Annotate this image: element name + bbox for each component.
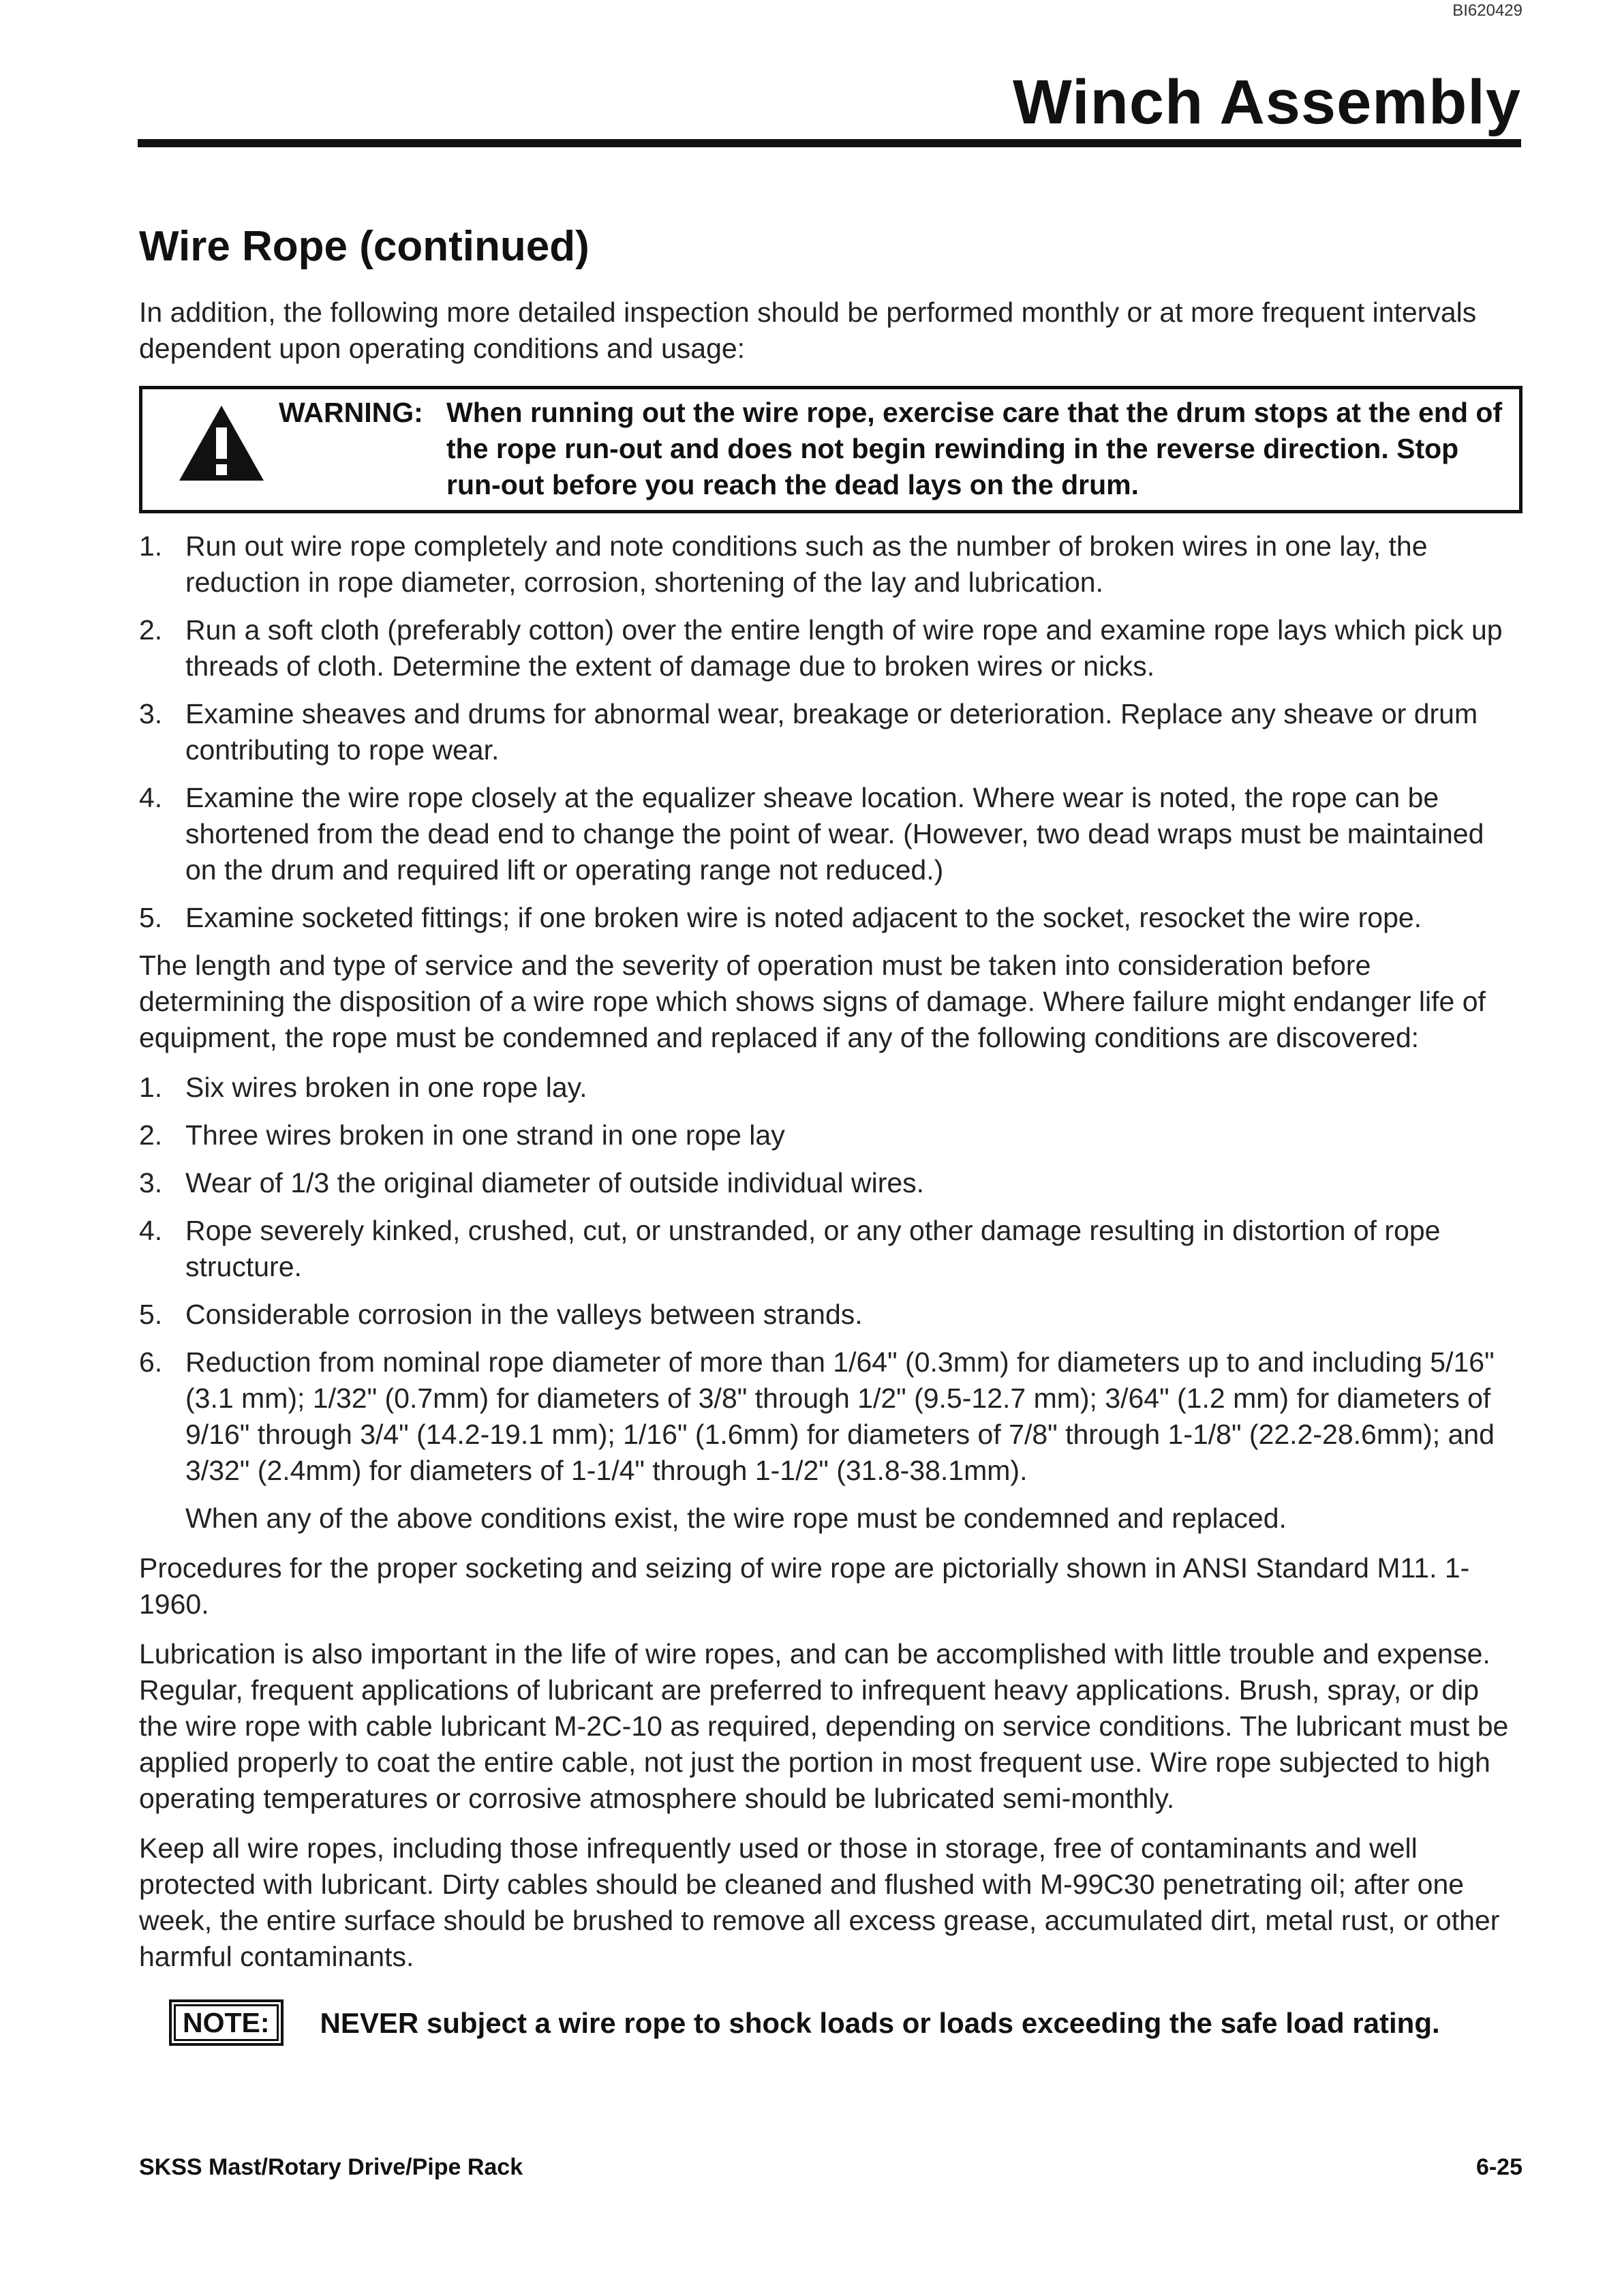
section-heading: Wire Rope (continued) bbox=[139, 223, 590, 270]
list-item-number: 2. bbox=[139, 1119, 163, 1151]
list-item-text: Examine the wire rope closely at the equalizer sheave location. Where wear is noted, the rope can be shortened from the dead end to change the point of wear. (However, two dead wraps must be maintained on the drum and required lift or operating range not reduced.) bbox=[185, 782, 1484, 886]
footer-page-number: 6-25 bbox=[1475, 2154, 1522, 2180]
note-label: NOTE: bbox=[174, 2004, 279, 2041]
list-item-number: 3. bbox=[139, 698, 163, 729]
list-item bbox=[139, 780, 1522, 888]
list-item-number: 2. bbox=[139, 614, 163, 646]
lubrication-paragraph: Lubrication is also important in the life of wire ropes, and can be accomplished with little trouble and expense. Regular, frequent applications of lubricant are preferred to infrequent heavy applications. Brush, spray, or dip the wire rope with cable lubricant M-2C-10 as required, depending on service conditions. The lubricant must be applied properly to coat the entire cable, not just the portion in most frequent use. Wire rope subjected to high operating temperatures or corrosive atmosphere should be lubricated semi-monthly. bbox=[139, 1638, 1509, 1814]
conditions-list bbox=[139, 1070, 1522, 1489]
list-item-number: 5. bbox=[139, 1299, 163, 1330]
list-item-text: Run a soft cloth (preferably cotton) over the entire length of wire rope and examine rope lays which pick up threads of cloth. Determine the extent of damage due to broken wires or nicks. bbox=[185, 614, 1503, 682]
list-item bbox=[139, 1213, 1522, 1285]
list-item-number: 5. bbox=[139, 902, 163, 933]
list-item-text: Rope severely kinked, crushed, cut, or unstranded, or any other damage resulting in distortion of rope structure. bbox=[185, 1215, 1441, 1282]
list-item bbox=[139, 696, 1522, 768]
list-item-number: 1. bbox=[139, 530, 163, 562]
footer-title: SKSS Mast/Rotary Drive/Pipe Rack bbox=[139, 2154, 523, 2180]
list-item bbox=[139, 1344, 1522, 1489]
list-item bbox=[139, 612, 1522, 684]
warning-label: WARNING: bbox=[279, 397, 423, 428]
note-badge bbox=[169, 1999, 284, 2046]
list-item-text: Three wires broken in one strand in one rope lay bbox=[185, 1119, 785, 1151]
title-rule bbox=[138, 139, 1521, 147]
note-text: NEVER subject a wire rope to shock loads or loads exceeding the safe load rating. bbox=[320, 2006, 1440, 2039]
list-item bbox=[139, 1117, 1522, 1153]
list-item-text: Reduction from nominal rope diameter of more than 1/64" (0.3mm) for diameters up to and including 5/16" (3.1 mm); 1/32" (0.7mm) for diameters of 3/8" through 1/2" (9.5-12.7 mm); 3/64" (1.2 mm) for diameters of 9/16" through 3/4" (14.2-19.1 mm); 1/16" (1.6mm) for diameters of 7/8" through 1-1/8" (22.2-28.6mm); and 3/32" (2.4mm) for diameters of 1-1/4" through 1-1/2" (31.8-38.1mm). bbox=[185, 1346, 1495, 1486]
list-item-number: 3. bbox=[139, 1167, 163, 1198]
document-id: BI620429 bbox=[1452, 1, 1522, 20]
list-item-text: Six wires broken in one rope lay. bbox=[185, 1072, 587, 1103]
list-item-number: 4. bbox=[139, 1215, 163, 1246]
list-item-number: 1. bbox=[139, 1072, 163, 1103]
intro-paragraph: In addition, the following more detailed inspection should be performed monthly or at more frequent intervals dependent upon operating conditions and usage: bbox=[139, 297, 1477, 364]
list-item-text: Examine sheaves and drums for abnormal wear, breakage or deterioration. Replace any sheave or drum contributing to rope wear. bbox=[185, 698, 1478, 766]
note-row bbox=[139, 1999, 1522, 2046]
list-item-text: Considerable corrosion in the valleys between strands. bbox=[185, 1299, 863, 1330]
page-title: Winch Assembly bbox=[1013, 67, 1521, 137]
list-item bbox=[139, 528, 1522, 601]
list-item-text: Run out wire rope completely and note conditions such as the number of broken wires in one lay, the reduction in rope diameter, corrosion, shortening of the lay and lubrication. bbox=[185, 530, 1428, 598]
list-item-text: Examine socketed fittings; if one broken wire is noted adjacent to the socket, resocket the wire rope. bbox=[185, 902, 1422, 933]
list-item-number: 4. bbox=[139, 782, 163, 813]
conditions-followup: When any of the above conditions exist, the wire rope must be condemned and replaced. bbox=[185, 1502, 1287, 1534]
list-item-text: Wear of 1/3 the original diameter of outside individual wires. bbox=[185, 1167, 925, 1198]
list-item bbox=[139, 1070, 1522, 1106]
warning-text: When running out the wire rope, exercise care that the drum stops at the end of the rope run-out and does not begin rewinding in the reverse direction. Stop run-out before you reach the dead lays on the drum. bbox=[446, 397, 1503, 500]
warning-box bbox=[139, 386, 1522, 513]
page-content bbox=[139, 220, 1522, 2046]
list-item bbox=[139, 1165, 1522, 1201]
warning-triangle-icon bbox=[142, 395, 272, 492]
inspection-steps-list bbox=[139, 528, 1522, 936]
procedures-paragraph: Procedures for the proper socketing and seizing of wire rope are pictorially shown in ANSI Standard M11. 1-1960. bbox=[139, 1552, 1470, 1620]
storage-paragraph: Keep all wire ropes, including those infrequently used or those in storage, free of contaminants and well protected with lubricant. Dirty cables should be cleaned and flushed with M-99C30 penetrating oil; after one week, the entire surface should be brushed to remove all excess grease, accumulated dirt, metal rust, or other harmful contaminants. bbox=[139, 1832, 1500, 1972]
list-item bbox=[139, 900, 1522, 936]
list-item-number: 6. bbox=[139, 1346, 163, 1378]
list-item bbox=[139, 1297, 1522, 1333]
condemn-intro-paragraph: The length and type of service and the severity of operation must be taken into consideration before determining the disposition of a wire rope which shows signs of damage. Where failure might endanger life of equipment, the rope must be condemned and replaced if any of the following conditions are discovered: bbox=[139, 950, 1486, 1053]
